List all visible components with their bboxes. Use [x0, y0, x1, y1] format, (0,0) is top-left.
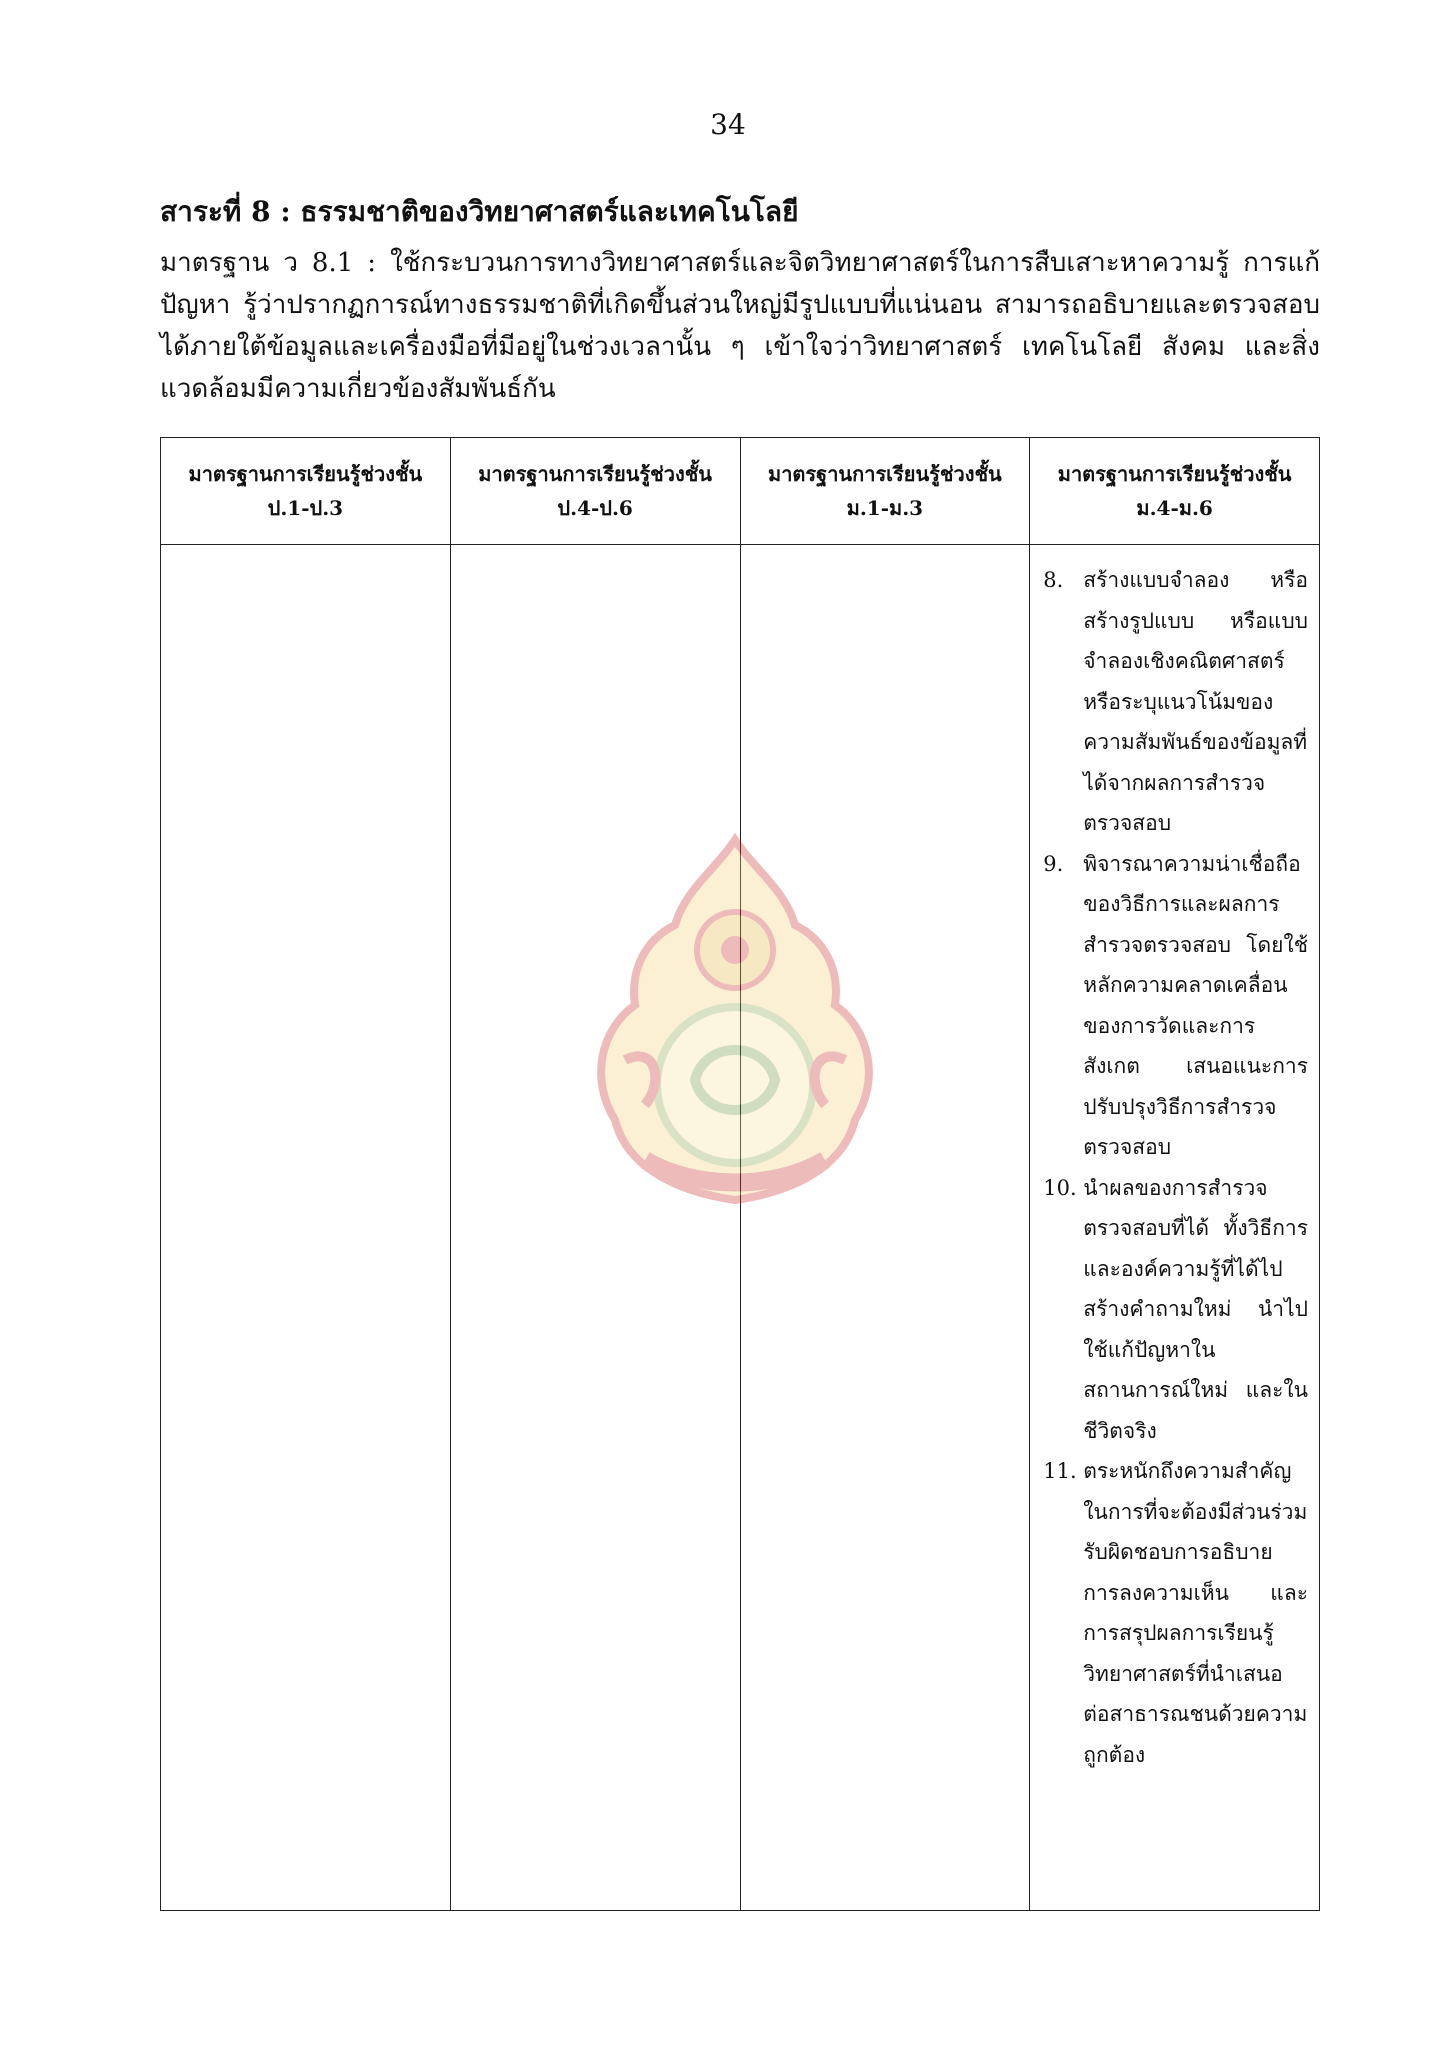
item-number: 8.	[1043, 568, 1064, 592]
table-header-row	[161, 438, 1320, 545]
list-item	[1043, 844, 1308, 1168]
header-col-3	[740, 438, 1030, 545]
header-col-3-title: มาตรฐานการเรียนรู้ช่วงชั้น	[768, 462, 1002, 486]
header-col-3-level: ม.1-ม.3	[846, 496, 924, 520]
header-col-4-level: ม.4-ม.6	[1136, 496, 1213, 520]
item-text: ตระหนักถึงความสำคัญในการที่จะต้องมีส่วนร่วมรับผิดชอบการอธิบาย การลงความเห็น และการสรุปผลการเรียนรู้วิทยาศาสตร์ที่นำเสนอต่อสาธารณชนด้วยความถูกต้อง	[1083, 1459, 1308, 1767]
header-col-2-title: มาตรฐานการเรียนรู้ช่วงชั้น	[478, 462, 712, 486]
header-col-1	[161, 438, 451, 545]
cell-col-4	[1030, 545, 1320, 1911]
header-col-2-level: ป.4-ป.6	[557, 496, 633, 520]
list-item	[1043, 1168, 1308, 1452]
cell-col-2	[450, 545, 740, 1911]
header-col-2	[450, 438, 740, 545]
item-number: 11.	[1043, 1459, 1077, 1483]
standard-paragraph: มาตรฐาน ว 8.1 : ใช้กระบวนการทางวิทยาศาสตร์และจิตวิทยาศาสตร์ในการสืบเสาะหาความรู้ การแก้ปัญหา รู้ว่าปรากฏการณ์ทางธรรมชาติที่เกิดขึ้นส่วนใหญ่มีรูปแบบที่แน่นอน สามารถอธิบายและตรวจสอบได้ภายใต้ข้อมูลและเครื่องมือที่มีอยู่ในช่วงเวลานั้น ๆ เข้าใจว่าวิทยาศาสตร์ เทคโนโลยี สังคม และสิ่งแวดล้อมมีความเกี่ยวข้องสัมพันธ์กัน	[160, 248, 1320, 404]
curriculum-table	[160, 437, 1320, 1911]
header-col-1-title: มาตรฐานการเรียนรู้ช่วงชั้น	[188, 462, 423, 486]
item-text: สร้างแบบจำลอง หรือสร้างรูปแบบ หรือแบบจำลองเชิงคณิตศาสตร์ หรือระบุแนวโน้มของความสัมพันธ์ของข้อมูลที่ได้จากผลการสำรวจตรวจสอบ	[1083, 568, 1308, 835]
header-col-4-title: มาตรฐานการเรียนรู้ช่วงชั้น	[1057, 462, 1292, 486]
table-body-row	[161, 545, 1320, 1911]
header-col-4	[1030, 438, 1320, 545]
section-heading: สาระที่ 8 : ธรรมชาติของวิทยาศาสตร์และเทคโนโลยี	[160, 195, 799, 228]
item-number: 10.	[1043, 1175, 1077, 1200]
list-item	[1043, 560, 1308, 844]
item-number: 9.	[1043, 851, 1064, 876]
standards-list	[1031, 546, 1318, 1775]
item-text: พิจารณาความน่าเชื่อถือของวิธีการและผลการสำรวจตรวจสอบ โดยใช้หลักความคลาดเคลื่อนของการวัดและการสังเกต เสนอแนะการปรับปรุงวิธีการสำรวจตรวจสอบ	[1083, 851, 1308, 1159]
page-number: 34	[710, 108, 746, 141]
cell-col-3	[740, 545, 1030, 1911]
list-item	[1043, 1451, 1308, 1775]
cell-col-1	[161, 545, 451, 1911]
header-col-1-level: ป.1-ป.3	[267, 496, 344, 520]
item-text: นำผลของการสำรวจตรวจสอบที่ได้ ทั้งวิธีการและองค์ความรู้ที่ได้ไปสร้างคำถามใหม่ นำไปใช้แก้ปัญหาในสถานการณ์ใหม่ และในชีวิตจริง	[1083, 1175, 1308, 1443]
